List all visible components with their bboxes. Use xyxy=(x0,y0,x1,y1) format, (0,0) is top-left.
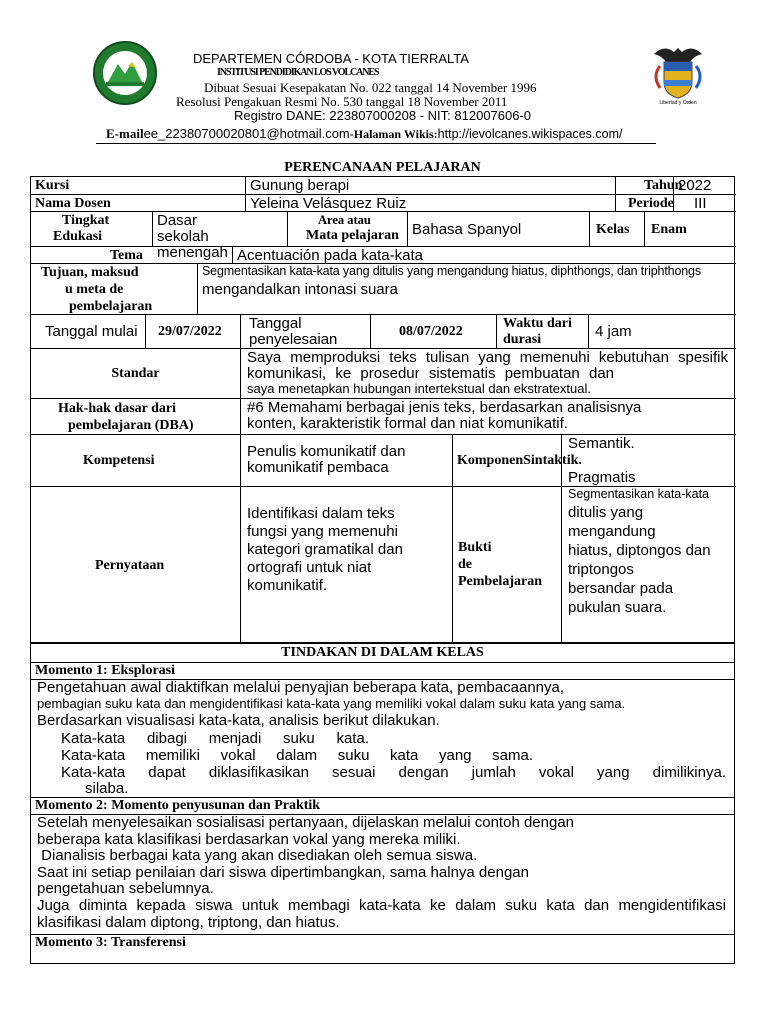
momento1-line: pembagian suku kata dan mengidentifikasi kata-kata yang memiliki vokal dalam suku kata yang sama. xyxy=(37,696,626,711)
tingkat-value-2: sekolah menengah xyxy=(157,228,228,261)
komponen-value-2: Pragmatis xyxy=(568,469,636,486)
momento1-line: Kata-kata dibagi menjadi suku kata. xyxy=(61,730,369,747)
pernyataan-line: Identifikasi dalam teks xyxy=(247,505,395,522)
contact-line xyxy=(106,126,622,142)
standar-line-2: komunikasi, ke prosedur sistematis pembuatan dan xyxy=(247,365,614,382)
kelas-value: Enam xyxy=(645,212,736,247)
dba-label-2: pembelajaran (DBA) xyxy=(68,418,194,433)
kursi-value: Gunung berapi xyxy=(246,177,616,195)
bukti-line: pukulan suara. xyxy=(568,599,667,616)
momento1-title: Momento 1: Eksplorasi xyxy=(31,663,734,680)
bukti-value-lines xyxy=(568,503,732,617)
registry-line: Registro DANE: 223807000208 - NIT: 812007606-0 xyxy=(234,108,532,123)
momento2-line: beberapa kata klasifikasi berdasarkan vokal yang mereka miliki. xyxy=(37,830,461,848)
momento1-body xyxy=(31,680,734,798)
kompetensi-value-1: Penulis komunikatif dan xyxy=(247,443,406,460)
pernyataan-line: fungsi yang memenuhi xyxy=(247,523,398,540)
bukti-label xyxy=(453,487,562,644)
tujuan-label-1: Tujuan, maksud xyxy=(41,265,139,280)
bukti-label-line: de xyxy=(458,557,472,572)
bukti-value-small: Segmentasikan kata-kata xyxy=(568,487,710,501)
activities-title: TINDAKAN DI DALAM KELAS xyxy=(31,644,734,663)
page-title: PERENCANAAN PELAJARAN xyxy=(284,160,481,175)
wiki-link[interactable]: http://ievolcanes.wikispaces.com/ xyxy=(437,127,623,141)
bukti-label-line: Bukti xyxy=(458,540,492,555)
dba-line-2: konten, karakteristik formal dan niat komunikatif. xyxy=(247,415,568,432)
planning-table xyxy=(30,176,735,643)
kompetensi-value-2: komunikatif pembaca xyxy=(247,459,389,476)
pernyataan-line: komunikatif. xyxy=(247,577,328,594)
momento2-title: Momento 2: Momento penyusunan dan Praktik xyxy=(31,798,734,815)
pernyataan-line: kategori gramatikal dan xyxy=(247,541,403,558)
bukti-value xyxy=(562,487,736,644)
bukti-line: hiatus, diptongos dan xyxy=(568,542,711,559)
wiki-label: -Halaman Wikis: xyxy=(349,127,438,141)
tujuan-label-3: pembelajaran xyxy=(69,299,153,314)
dosen-value: Yeleina Velásquez Ruiz xyxy=(246,195,616,212)
momento1-line: Pengetahuan awal diaktifkan melalui penyajian beberapa kata, pembacaannya, xyxy=(37,679,565,696)
momento2-line: Dianalisis berbagai kata yang akan disediakan oleh semua siswa. xyxy=(37,847,478,865)
area-value: Bahasa Spanyol xyxy=(408,212,590,247)
bukti-line: ditulis yang mengandung xyxy=(568,504,656,540)
periode-label: Periode xyxy=(616,195,674,212)
department-line: DEPARTEMEN CÓRDOBA - KOTA TIERRALTA xyxy=(193,51,469,66)
tujuan-value xyxy=(198,264,736,315)
tahun-label: Tahun xyxy=(616,177,674,195)
dba-label xyxy=(31,399,241,435)
komponen-label: KomponenSintaktik. xyxy=(453,435,562,487)
komponen-value xyxy=(562,435,736,487)
kursi-label: Kursi xyxy=(31,177,246,195)
momento2-line: klasifikasi dalam diptong, triptong, dan hiatus. xyxy=(37,913,340,931)
area-label-1: Area atau xyxy=(318,213,371,227)
momento1-line: Berdasarkan visualisasi kata-kata, analisis berikut dilakukan. xyxy=(37,712,440,729)
tema-label: Tema xyxy=(31,247,233,264)
kompetensi-label: Kompetensi xyxy=(31,435,241,487)
tujuan-value-1: Segmentasikan kata-kata yang ditulis yang mengandung hiatus, diphthongs, dan triphthongs xyxy=(202,264,701,278)
bukti-line: triptongos xyxy=(568,561,634,578)
periode-value: III xyxy=(674,195,736,212)
dosen-label: Nama Dosen xyxy=(31,195,246,212)
momento2-body xyxy=(31,815,734,935)
tujuan-value-2: mengandalkan intonasi suara xyxy=(202,281,398,298)
standar-label: Standar xyxy=(31,349,241,399)
momento2-line: Saat ini setiap penilaian dari siswa dipertimbangkan, sama halnya dengan xyxy=(37,863,529,881)
bukti-line: bersandar pada xyxy=(568,580,674,597)
tingkat-value-1: Dasar xyxy=(157,212,198,229)
decree-line: Dibuat Sesuai Kesepakatan No. 022 tanggal 14 November 1996 xyxy=(204,80,537,95)
momento3-title: Momento 3: Transferensi xyxy=(35,935,186,950)
waktu-label xyxy=(497,315,589,349)
standar-value xyxy=(241,349,736,399)
mulai-value: 29/07/2022 xyxy=(146,315,241,349)
selesai-value: 08/07/2022 xyxy=(371,315,497,349)
tujuan-label xyxy=(31,264,198,315)
waktu-label-1: Waktu dari xyxy=(503,316,572,331)
coat-caption: Libertad y Orden xyxy=(659,100,697,106)
pernyataan-value xyxy=(241,487,453,644)
tujuan-label-2: u meta de xyxy=(65,282,124,297)
tahun-value: 2022 xyxy=(674,177,736,195)
momento2-line: Setelah menyelesaikan sosialisasi pertanyaan, dijelaskan melalui contoh dengan xyxy=(37,814,575,831)
tingkat-label xyxy=(31,212,153,247)
email-value[interactable]: ee_22380700020801@hotmail.com xyxy=(143,126,350,141)
momento1-line: Kata-kata dapat diklasifikasikan sesuai dengan jumlah vokal yang dimilikinya. xyxy=(61,764,726,781)
kelas-label: Kelas xyxy=(590,212,645,247)
area-label-2: Mata pelajaran xyxy=(306,228,399,243)
header-rule xyxy=(96,143,656,144)
tingkat-label-1: Tingkat xyxy=(62,213,110,228)
dba-value xyxy=(241,399,736,435)
waktu-label-2: durasi xyxy=(503,332,542,347)
institution-line: INSTITUSI PENDIDIKAN LOS VOLCANES xyxy=(217,67,379,78)
tema-value: Acentuación pada kata-kata xyxy=(233,247,736,264)
dba-label-1: Hak-hak dasar dari xyxy=(58,401,176,416)
email-label: E-mail xyxy=(106,126,144,141)
standar-line-1: Saya memproduksi teks tulisan yang memenuhi kebutuhan spesifik xyxy=(247,349,728,366)
standar-line-3: saya menetapkan hubungan intertekstual dan ekstratextual. xyxy=(247,381,592,396)
resolution-line: Resolusi Pengakuan Resmi No. 530 tanggal 18 November 2011 xyxy=(176,94,508,109)
momento2-line: Juga diminta kepada siswa untuk membagi kata-kata ke dalam suku kata dan mengidentifikasi xyxy=(37,896,726,914)
waktu-value: 4 jam xyxy=(589,315,736,349)
tingkat-label-2: Edukasi xyxy=(53,229,103,244)
selesai-label xyxy=(241,315,371,349)
momento1-line: silaba. xyxy=(85,780,129,797)
komponen-value-1: Semantik. xyxy=(568,435,635,452)
area-label xyxy=(288,212,408,247)
school-logo xyxy=(92,40,158,106)
pernyataan-line: ortografi untuk niat xyxy=(247,559,372,576)
mulai-label: Tanggal mulai xyxy=(31,315,146,349)
activities-table xyxy=(30,643,735,964)
kompetensi-value xyxy=(241,435,453,487)
bukti-label-line: Pembelajaran xyxy=(458,574,542,589)
dba-line-1: #6 Memahami berbagai jenis teks, berdasarkan analisisnya xyxy=(247,399,642,416)
momento2-line: pengetahuan sebelumnya. xyxy=(37,880,214,898)
pernyataan-label: Pernyataan xyxy=(31,487,241,644)
selesai-label-2: penyelesaian xyxy=(249,331,338,348)
selesai-label-1: Tanggal xyxy=(249,315,302,332)
momento1-line: Kata-kata memiliki vokal dalam suku kata yang sama. xyxy=(61,747,533,764)
tingkat-value xyxy=(153,212,288,261)
coat-of-arms-logo xyxy=(650,42,706,114)
